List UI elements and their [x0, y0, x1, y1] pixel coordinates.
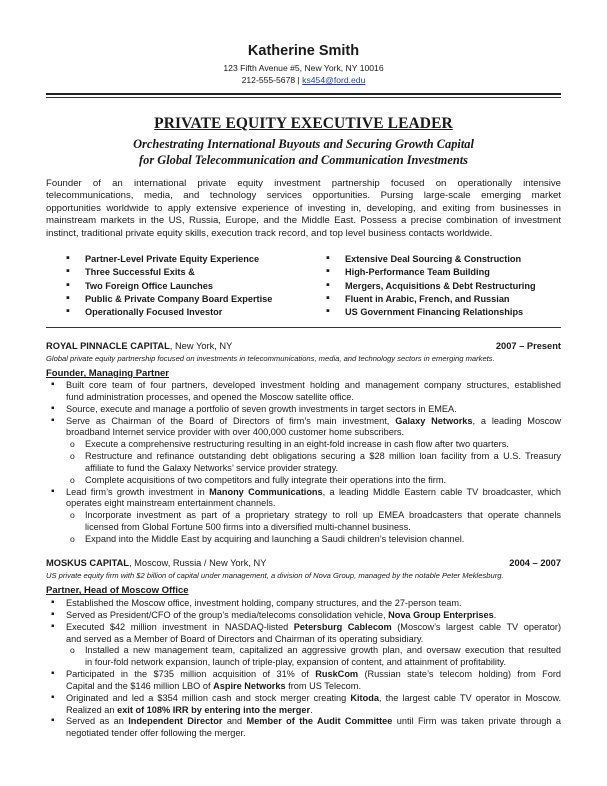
company-highlight: Kitoda — [350, 692, 379, 703]
achievement-line: o Installed a new management team, capitalized an aggressive growth plan, and oversaw execution that resulted — [85, 645, 561, 656]
achievement-line: ▪ Source, execute and manage a portfolio of seven growth investments in target sectors in EMEA. — [66, 403, 457, 414]
skill-item: ▪ Extensive Deal Sourcing & Construction — [325, 253, 536, 266]
achievement-line — [66, 669, 561, 681]
header-divider — [46, 93, 561, 95]
phone-number: 212-555-5678 — [241, 75, 296, 85]
sub-achievement-item — [46, 439, 561, 451]
achievement-line: broadband Internet service provider with over 400,000 customer home subscribers. — [66, 427, 405, 438]
sub-achievement-item — [46, 451, 561, 475]
job-header-royal-pinnacle — [46, 341, 561, 351]
job2-achievements — [46, 598, 561, 740]
skill-item: ▪ Three Successful Exits & — [65, 266, 272, 279]
company-name: MOSKUS CAPITAL — [46, 558, 129, 568]
text-run: . — [310, 704, 313, 715]
text-run: from US Telecom. — [285, 680, 362, 691]
achievement-line — [66, 705, 561, 717]
job-role: Partner, Head of Moscow Office — [46, 585, 189, 596]
text-run: Originated and led a $354 million cash and stock merger creating — [66, 692, 351, 703]
achievement-line: o Complete acquisitions of two competitors and fully integrate their operations into the firm. — [85, 474, 447, 485]
achievement-item — [46, 598, 561, 610]
company-location: , Moscow, Russia / New York, NY — [128, 558, 267, 568]
skills-list-right — [325, 253, 536, 319]
achievement-line — [66, 716, 561, 728]
text-run: Served as President/CFO of the group’s media/telecoms consolidation vehicle, — [66, 609, 389, 620]
achievement-line: o Expand into the Middle East by acquiring and launching a Saudi children’s television channel. — [85, 533, 465, 544]
text-run: Lead firm’s growth investment in — [66, 486, 210, 497]
job-dates: 2004 – 2007 — [509, 558, 561, 568]
subtitle-line-2: for Global Telecommunication and Communication Investments — [139, 153, 468, 167]
text-run: until Firm was taken private through a — [392, 716, 561, 727]
achievement-line: affiliate to fund the Galaxy Networks’ service provider strategy. — [85, 462, 339, 473]
achievement-item — [46, 716, 561, 740]
summary-line: instinct, traditional private equity skills, execution track record, and top level business contacts worldwide. — [46, 227, 493, 239]
skill-item: ▪ Two Foreign Office Launches — [65, 280, 272, 293]
sub-achievement-item — [46, 510, 561, 534]
job-dates: 2007 – Present — [495, 341, 561, 351]
achievement-item — [46, 416, 561, 440]
achievement-line: operates eight mainstream entertainment channels. — [66, 498, 276, 509]
text-run: , a leading Moscow — [472, 415, 561, 426]
job-role: Founder, Managing Partner — [46, 368, 169, 379]
skill-item: ▪ Public & Private Company Board Expertise — [65, 293, 272, 306]
achievement-line — [66, 622, 561, 634]
text-run: . — [493, 609, 497, 620]
sub-achievement-item — [46, 475, 561, 487]
text-run: (Moscow’s largest cable TV operator) — [391, 621, 562, 632]
skill-item: ▪ Fluent in Arabic, French, and Russian — [325, 293, 536, 306]
company-location: , New York, NY — [169, 341, 233, 351]
text-run: Participated in the $735 million acquisition of 31% of — [66, 669, 316, 680]
resume-title: PRIVATE EQUITY EXECUTIVE LEADER — [154, 115, 453, 132]
text-run: Executed $42 million investment in NASDAQ-listed — [66, 621, 294, 632]
achievement-line: o Incorporate investment as part of a proprietary strategy to roll up EMEA broadcasters that operate channels — [85, 510, 561, 521]
achievement-line: fund administration processes, and opened the Moscow satellite office. — [66, 391, 354, 402]
text-run: , the largest cable TV operator in Moscow. — [378, 692, 562, 703]
achievement-item — [46, 693, 561, 717]
company-highlight: RuskCom — [315, 669, 359, 680]
contact-separator: | — [297, 75, 300, 85]
achievement-line: licensed from Global Fortune 500 firms into a diversified multi-channel business. — [85, 522, 411, 533]
summary-line: mainstream markets in the US, Russia, Europe, and the Middle East. Possess a precise combination of investment — [46, 215, 561, 227]
text-run: Capital and the $146 million LBO of — [66, 680, 214, 691]
role-highlight: Independent Director — [128, 716, 223, 727]
section-divider — [46, 327, 561, 328]
achievement-item — [46, 487, 561, 511]
skill-item: ▪ High-Performance Team Building — [325, 266, 536, 279]
summary-line: opportunities worldwide to apply extensive experience of investing in, developing, and exiting from businesses in — [46, 202, 561, 214]
contact-line — [0, 75, 607, 85]
company-description: Global private equity partnership focused on investments in telecommunications, media, and technology sectors in emerging markets. — [46, 354, 495, 363]
company-description: US private equity firm with $2 billion of capital under management, a division of Nova Group, managed by the notable Peter Meklesburg. — [46, 571, 504, 580]
company-name: ROYAL PINNACLE CAPITAL — [46, 341, 170, 351]
summary-line: telecommunications, media, and technology services opportunities. Pursing large-scale emerging market — [46, 190, 561, 202]
summary-line: Founder of an international private equity investment partnership focused on operationally intensive — [46, 178, 561, 189]
skill-item: ▪ Mergers, Acquisitions & Debt Restructuring — [325, 280, 536, 293]
subtitle-line-1: Orchestrating International Buyouts and Securing Growth Capital — [133, 137, 474, 151]
achievement-line: negotiated tender offer following the merger. — [66, 728, 246, 739]
text-run: and — [222, 716, 247, 727]
company-highlight: Aspire Networks — [213, 680, 286, 691]
job-header-moskus — [46, 558, 561, 568]
achievement-line: o Execute a comprehensive restructuring resulting in an eight-fold increase in cash flow after two quarters. — [85, 439, 509, 450]
text-run: (Russian state’s telecom holding) from Ford — [358, 669, 561, 680]
text-run: , a leading Middle Eastern cable TV broadcaster, which — [322, 486, 561, 497]
achievement-item — [46, 669, 561, 693]
achievement-line: o Restructure and refinance outstanding debt obligations securing a $28 million loan facility from a U.S. Treasury — [85, 451, 561, 462]
text-run: Realized an — [66, 704, 118, 715]
skills-list-left — [65, 253, 272, 319]
company-highlight: Petersburg Cablecom — [293, 621, 392, 632]
achievement-line: ▪ Established the Moscow office, investment holding, company structures, and the 27-person team. — [66, 598, 462, 608]
achievement-line: and served as a Member of Board of Directors and Chairman of its operating subsidiary. — [66, 633, 424, 644]
achievement-line — [66, 610, 561, 622]
skill-item: ▪ US Government Financing Relationships — [325, 306, 536, 319]
skill-item: ▪ Operationally Focused Investor — [65, 306, 272, 319]
achievement-item — [46, 622, 561, 646]
header-divider-thin — [46, 97, 561, 98]
text-run: Served as an — [66, 716, 129, 727]
achievement-item — [46, 404, 561, 416]
company-highlight: Galaxy Networks — [395, 415, 473, 426]
sub-achievement-item — [46, 645, 561, 669]
role-highlight: Member of the Audit Committee — [246, 716, 393, 727]
achievement-line — [66, 681, 561, 693]
sub-achievement-item — [46, 534, 561, 546]
exit-highlight: exit of 108% IRR by entering into the merger — [117, 704, 311, 715]
skill-item: ▪ Partner-Level Private Equity Experience — [65, 253, 272, 266]
company-highlight: Nova Group Enterprises — [388, 609, 494, 620]
address-line: 123 Fifth Avenue #5, New York, NY 10016 — [223, 63, 384, 73]
summary-paragraph — [46, 178, 561, 240]
email-link[interactable]: ks454@ford.edu — [302, 75, 366, 85]
achievement-line — [66, 487, 561, 499]
achievement-item — [46, 610, 561, 622]
text-run: Serve as Chairman of the Board of Directors of firm’s main investment, — [66, 415, 396, 426]
achievement-item — [46, 380, 561, 404]
candidate-name: Katherine Smith — [247, 43, 360, 59]
company-highlight: Manony Communications — [209, 486, 323, 497]
achievement-line: in four-fold network expansion, launch of triple-play, expansion of content, and attainment of profitability. — [85, 657, 506, 668]
achievement-line: ▪ Built core team of four partners, developed investment holding and management company structures, established — [66, 380, 561, 390]
achievement-line — [66, 693, 561, 705]
achievement-line — [66, 416, 561, 428]
job1-achievements — [46, 380, 561, 546]
